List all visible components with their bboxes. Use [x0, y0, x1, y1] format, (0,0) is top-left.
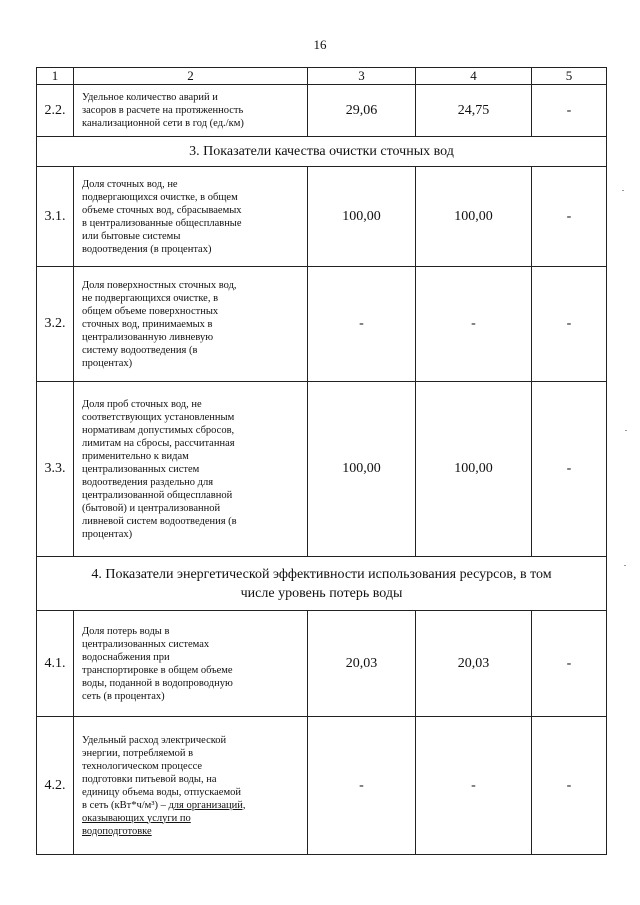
- desc-line: систему водоотведения (в: [82, 344, 198, 356]
- desc-line: [82, 799, 303, 812]
- desc-line: Удельное количество аварий и: [82, 92, 218, 103]
- desc-line: подготовки питьевой воды, на: [82, 773, 217, 785]
- desc-line: засоров в расчете на протяженность: [82, 105, 244, 116]
- header-col-3: 3: [308, 68, 416, 85]
- scan-mark: [624, 565, 626, 566]
- section-title: 3. Показатели качества очистки сточных вод: [37, 137, 607, 167]
- desc-line: лимитам на сбросы, рассчитанная: [82, 437, 235, 449]
- row-description: [74, 382, 308, 557]
- desc-line-underlined: оказывающих услуги по: [82, 812, 191, 824]
- desc-line: ливневой систем водоотведения (в: [82, 515, 237, 527]
- desc-line: Доля сточных вод, не: [82, 178, 178, 190]
- desc-line: соответствующих установленным: [82, 411, 235, 423]
- desc-line: канализационной сети в год (ед./км): [82, 118, 244, 129]
- row-number: 2.2.: [37, 85, 74, 137]
- desc-line: транспортировке в общем объеме: [82, 664, 233, 676]
- row-number: 3.1.: [37, 167, 74, 267]
- section-title-line-2: числе уровень потерь воды: [240, 585, 403, 601]
- desc-line: водоотведения раздельно для: [82, 476, 214, 488]
- value-col-4: 20,03: [416, 611, 532, 717]
- desc-line: процентах): [82, 357, 133, 369]
- desc-line: нормативам допустимых сбросов,: [82, 424, 235, 436]
- indicators-table: [36, 67, 607, 855]
- value-col-5: -: [532, 382, 607, 557]
- desc-line: Доля поверхностных сточных вод,: [82, 279, 237, 291]
- desc-line: процентах): [82, 528, 133, 540]
- header-col-5: 5: [532, 68, 607, 85]
- row-description: [74, 717, 308, 855]
- desc-line: единицу объема воды, отпускаемой: [82, 786, 241, 798]
- desc-line: воды, поданной в водопроводную: [82, 677, 233, 689]
- desc-line: объеме сточных вод, сбрасываемых: [82, 204, 242, 216]
- table-row: [37, 167, 607, 267]
- desc-line: централизованных системах: [82, 638, 210, 650]
- desc-line: централизованной общесплавной: [82, 489, 233, 501]
- value-col-3: -: [308, 717, 416, 855]
- desc-line: в централизованные общесплавные: [82, 217, 242, 229]
- value-col-5: -: [532, 717, 607, 855]
- value-col-4: -: [416, 267, 532, 382]
- value-col-4: 100,00: [416, 382, 532, 557]
- value-col-5: -: [532, 611, 607, 717]
- desc-line: сеть (в процентах): [82, 690, 165, 702]
- table-row: [37, 85, 607, 137]
- desc-line: водоснабжения при: [82, 651, 170, 663]
- desc-line: общем объеме поверхностных: [82, 305, 219, 317]
- desc-line-plain: в сеть (кВт*ч/м³) –: [82, 799, 169, 811]
- header-col-2: 2: [74, 68, 308, 85]
- desc-line: или бытовые системы: [82, 230, 181, 242]
- header-col-1: 1: [37, 68, 74, 85]
- desc-line: не подвергающихся очистке, в: [82, 292, 219, 304]
- value-col-4: 100,00: [416, 167, 532, 267]
- page-number: 16: [313, 37, 327, 52]
- table-row: [37, 382, 607, 557]
- desc-line: Доля проб сточных вод, не: [82, 398, 202, 410]
- desc-line: Удельный расход электрической: [82, 734, 227, 746]
- desc-line: водоотведения (в процентах): [82, 243, 212, 255]
- desc-line-underlined: для организаций,: [168, 799, 246, 811]
- table-row: [37, 717, 607, 855]
- header-row: [37, 68, 607, 85]
- value-col-4: 24,75: [416, 85, 532, 137]
- row-description: [74, 85, 308, 137]
- desc-line: (бытовой) и централизованной: [82, 502, 221, 514]
- value-col-5: -: [532, 267, 607, 382]
- row-number: 4.1.: [37, 611, 74, 717]
- value-col-5: -: [532, 85, 607, 137]
- row-description: [74, 267, 308, 382]
- desc-line: сточных вод, принимаемых в: [82, 318, 213, 330]
- row-number: 3.2.: [37, 267, 74, 382]
- desc-line: подвергающихся очистке, в общем: [82, 191, 238, 203]
- row-description: [74, 167, 308, 267]
- table-row: [37, 611, 607, 717]
- section-title: [37, 557, 607, 611]
- section-title-line-1: 4. Показатели энергетической эффективности использования ресурсов, в том: [91, 566, 552, 582]
- value-col-3: 29,06: [308, 85, 416, 137]
- desc-line: энергии, потребляемой в: [82, 747, 194, 759]
- desc-line: централизованную ливневую: [82, 331, 214, 343]
- value-col-5: -: [532, 167, 607, 267]
- desc-line: Доля потерь воды в: [82, 625, 170, 637]
- desc-line: централизованных систем: [82, 463, 200, 475]
- scan-mark: [625, 430, 627, 431]
- table-row: [37, 267, 607, 382]
- header-col-4: 4: [416, 68, 532, 85]
- value-col-3: 100,00: [308, 382, 416, 557]
- desc-line: применительно к видам: [82, 450, 189, 462]
- row-description: [74, 611, 308, 717]
- row-number: 3.3.: [37, 382, 74, 557]
- row-number: 4.2.: [37, 717, 74, 855]
- value-col-3: 100,00: [308, 167, 416, 267]
- desc-line: технологическом процессе: [82, 760, 203, 772]
- desc-line-underlined: водоподготовке: [82, 825, 152, 837]
- section-row: [37, 137, 607, 167]
- value-col-4: -: [416, 717, 532, 855]
- value-col-3: -: [308, 267, 416, 382]
- value-col-3: 20,03: [308, 611, 416, 717]
- scan-mark: [622, 190, 624, 191]
- section-row: [37, 557, 607, 611]
